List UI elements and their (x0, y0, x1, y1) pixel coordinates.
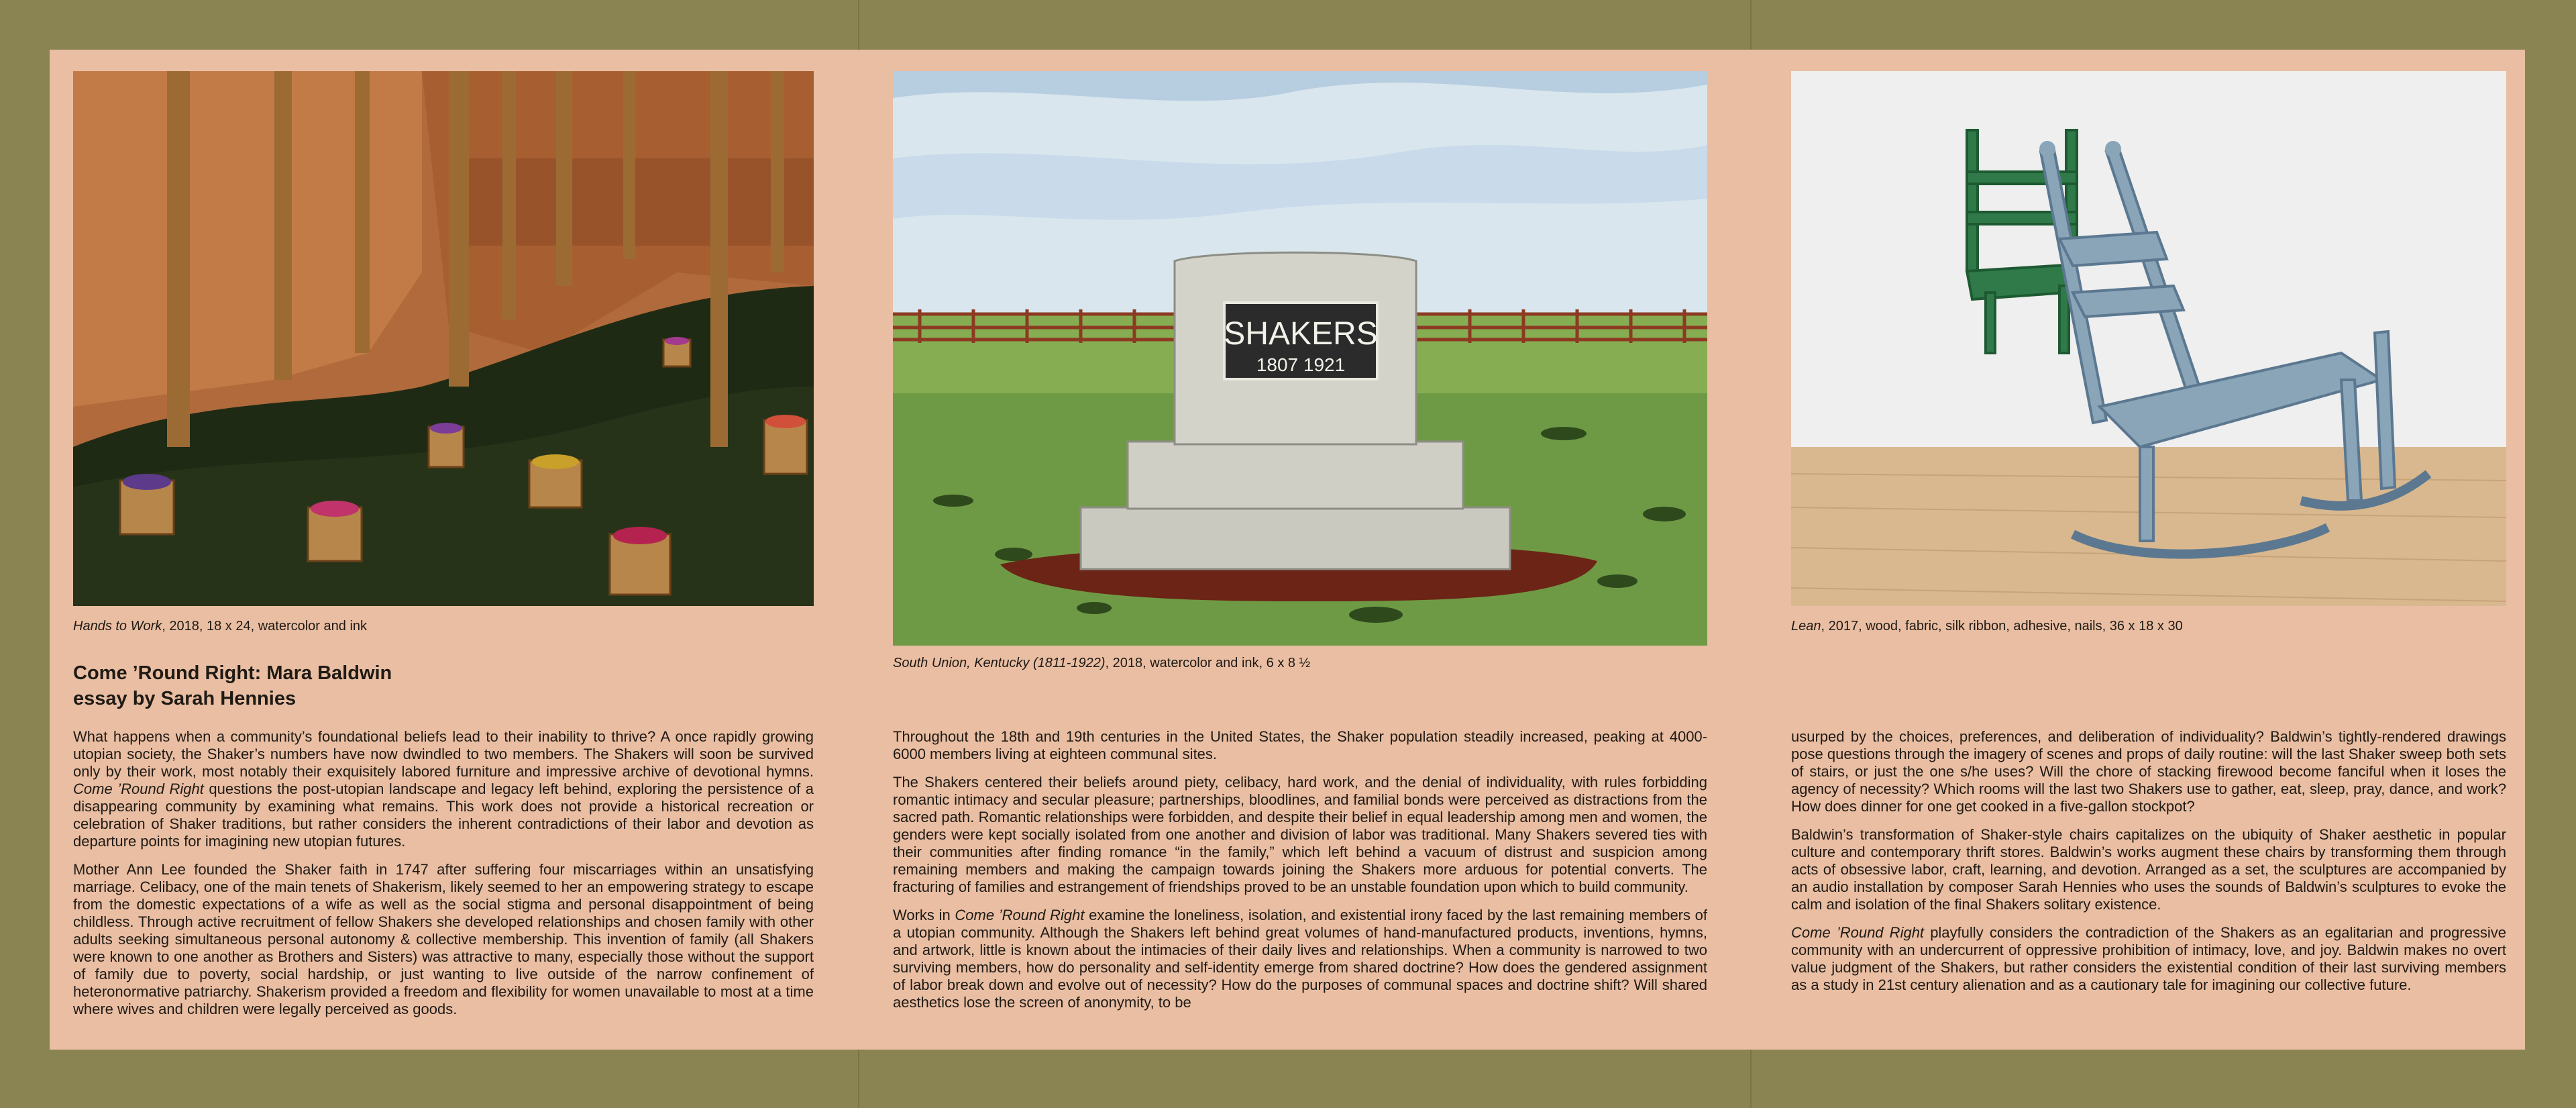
artwork-lean-image (1791, 71, 2506, 606)
essay-paragraph: What happens when a community’s foundational beliefs lead to their inability to thrive? A once rapidly growing utopian society, the Shaker’s numbers have now dwindled to two members. The Shakers will soon be survived only by their work, most notably their exquisitely labored furniture and impressive archive of devotional hymns. Come ’Round Right questions the post-utopian landscape and legacy left behind, exploring the persistence of a disappearing community by examining what remains. This work does not provide a historical recreation or celebration of Shaker traditions, but rather considers the inherent contradictions of their labor and devotion as departure points for imagining new utopian futures. (73, 728, 814, 850)
essay-paragraph: Come ’Round Right playfully considers the contradiction of the Shakers as an egalitarian and progressive community with an undercurrent of oppressive prohibition of intimacy, love, and joy. Baldwin makes no overt value judgment of the Shakers, but rather considers the existential condition of their last surviving members as a study in 21st century alienation and as a cautionary tale for imagining our collective future. (1791, 924, 2506, 993)
artwork-south-union-image (893, 71, 1707, 646)
essay-column-2 (893, 728, 1707, 1022)
essay-paragraph: Throughout the 18th and 19th centuries in the United States, the Shaker population steadily increased, peaking at 4000-6000 members living at eighteen communal sites. (893, 728, 1707, 762)
essay-paragraph: Works in Come ’Round Right examine the loneliness, isolation, and existential irony faced by the last remaining members of a utopian community. Although the Shakers left behind great volumes of hand-manufactured products, inventions, hymns, and artwork, little is known about the intimacies of their daily lives and relationships. When a community is narrowed to two surviving members, how do personality and self-identity emerge from shared doctrine? How does the gendered assignment of labor break down and evolve out of necessity? How do the purposes of communal spaces and doctrine shift? Will shared aesthetics lose the screen of anonymity, to be (893, 907, 1708, 1011)
essay-title: Come ’Round Right: Mara Baldwin (73, 662, 392, 684)
essay-paragraph: The Shakers centered their beliefs around piety, celibacy, hard work, and the denial of individuality, with rules forbidding romantic intimacy and secular pleasure; partnerships, bloodlines, and familial bonds were perceived as distractions from the sacred path. Romantic relationships were forbidden, and despite their belief in equal leadership among men and women, the genders were kept socially isolated from one another and division of labor was traditional. Many Shakers severed ties with their communities after finding romance “in the family,” which left behind a vacuum of distrust and suspicion among remaining members and making the campaign towards joining the Shakers more arduous for potential converts. The fracturing of families and estrangement of friendships proved to be an unstable foundation upon which to build community. (893, 774, 1707, 895)
essay-paragraph: Mother Ann Lee founded the Shaker faith in 1747 after suffering four miscarriages within an unsatisfying marriage. Celibacy, one of the main tenets of Shakerism, likely seemed to her an empowering strategy to escape from the domestic expectations of a wife as well as the social stigma and personal disappointment of being childless. Through active recruitment of fellow Shakers she developed relationships and chosen family with other adults seeking simultaneous personal autonomy & collective membership. This invention of family (all Shakers were known to one another as Brothers and Sisters) was attractive to many, especially those without the support of family due to poverty, social hardship, or just wanting to live outside of the narrow confinement of heteronormative patriarchy. Shakerism provided a freedom and flexibility for women unavailable to most at a time where wives and children were legally perceived as goods. (73, 861, 814, 1017)
stone-inscription: SHAKERS (1224, 316, 1378, 352)
stone-years: 1807 1921 (1256, 354, 1346, 375)
essay-paragraph: Baldwin’s transformation of Shaker-style chairs capitalizes on the ubiquity of Shaker aesthetic in popular culture and contemporary thrift stores. Baldwin’s works augment these chairs by transforming them through acts of obsessive labor, craft, learning, and devotion. Arranged as a set, the sculptures are accompanied by an audio installation by composer Sarah Hennies who uses the sounds of Baldwin’s sculptures to evoke the calm and isolation of the final Shakers solitary existence. (1791, 826, 2506, 913)
artwork-hands-to-work-image (73, 71, 814, 606)
essay-heading (73, 660, 392, 711)
caption-lean: Lean, 2017, wood, fabric, silk ribbon, adhesive, nails, 36 x 18 x 30 (1791, 619, 2183, 634)
caption-hands-to-work: Hands to Work, 2018, 18 x 24, watercolor and ink (73, 619, 368, 634)
essay-column-1 (73, 728, 814, 1029)
essay-paragraph: usurped by the choices, preferences, and deliberation of individuality? Baldwin’s tightly-rendered drawings pose questions through the imagery of scenes and props of daily routine: will the last Shaker sweep both sets of stairs, or just the one s/he uses? Will the chore of stacking firewood become fanciful when it loses the agency of necessity? Which rooms will the last two Shakers use to gather, eat, sleep, pray, dance, and work? How does dinner for one get cooked in a five-gallon stockpot? (1791, 728, 2506, 815)
essay-column-3 (1791, 728, 2506, 1005)
caption-south-union: South Union, Kentucky (1811-1922), 2018, watercolor and ink, 6 x 8 ½ (893, 656, 1311, 670)
essay-byline: essay by Sarah Hennies (73, 688, 297, 709)
